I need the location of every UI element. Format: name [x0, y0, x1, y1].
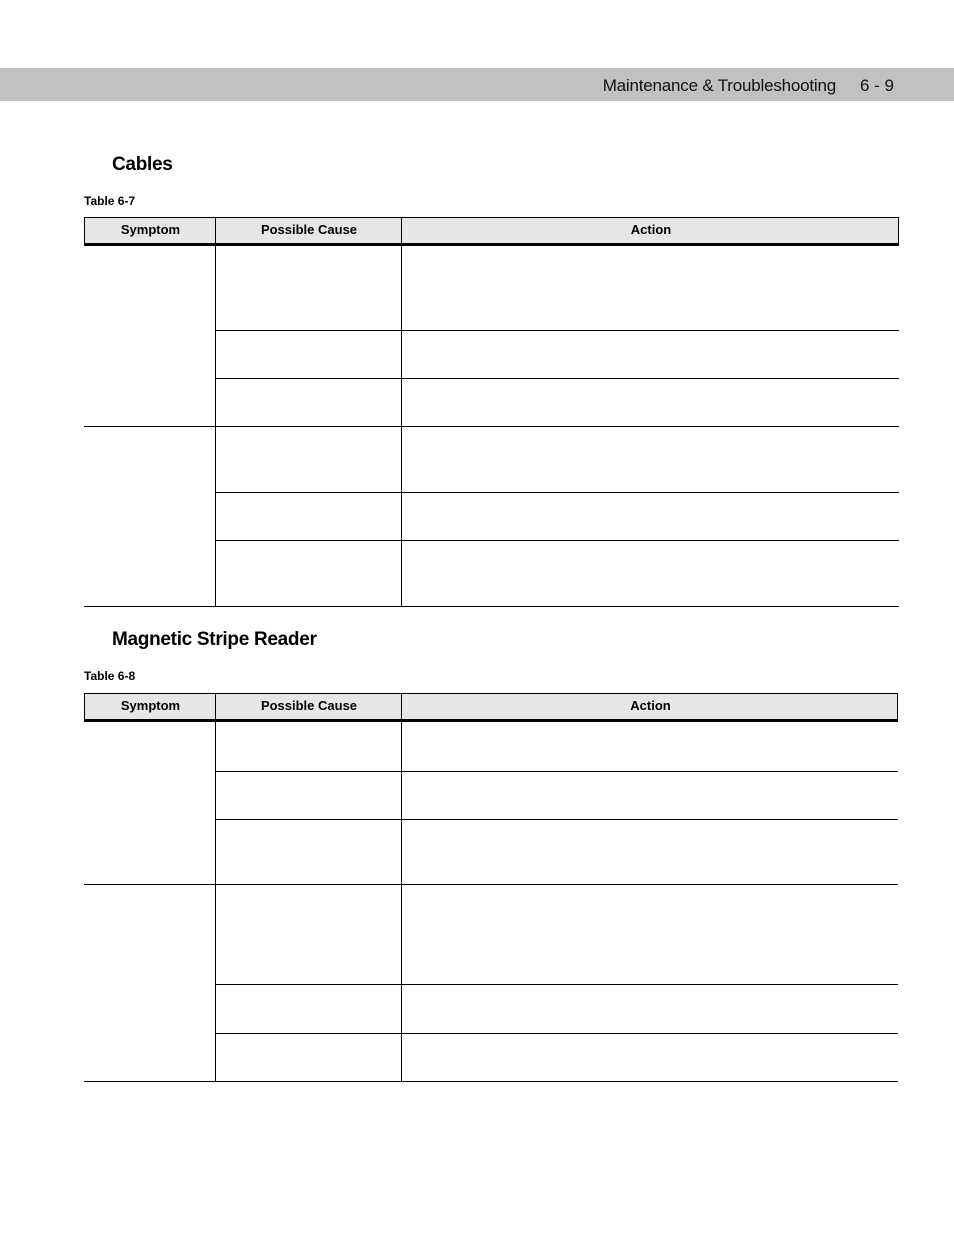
- table-row: [84, 426, 899, 427]
- section-title-magnetic-stripe-reader: Magnetic Stripe Reader: [112, 629, 317, 650]
- section-title-cables: Cables: [112, 154, 173, 175]
- table-row: [215, 1033, 898, 1034]
- table-row: [215, 330, 899, 331]
- cables-table: [84, 217, 899, 607]
- table-row: [84, 884, 898, 885]
- table-row: [215, 540, 899, 541]
- column-header-action: Action: [630, 222, 672, 237]
- page-number: 6 - 9: [860, 76, 895, 95]
- column-header-possible-cause: Possible Cause: [260, 222, 358, 237]
- column-divider: [401, 693, 402, 1082]
- column-divider: [401, 217, 402, 607]
- table-row: [215, 984, 898, 985]
- running-header: [0, 68, 954, 101]
- column-header-possible-cause: Possible Cause: [260, 698, 358, 713]
- table-label-6-8: Table 6-8: [84, 669, 136, 683]
- table-row: [215, 378, 899, 379]
- table-row: [215, 819, 898, 820]
- table-header-row: [84, 217, 899, 246]
- column-header-action: Action: [630, 698, 671, 713]
- table-row: [215, 492, 899, 493]
- column-header-symptom: Symptom: [120, 222, 181, 237]
- header-title: Maintenance & Troubleshooting: [602, 76, 836, 95]
- table-bottom-rule: [84, 1081, 898, 1082]
- table-label-6-7: Table 6-7: [84, 194, 136, 208]
- column-divider: [215, 693, 216, 1082]
- msr-table: [84, 693, 898, 1082]
- column-header-symptom: Symptom: [120, 698, 181, 713]
- column-divider: [215, 217, 216, 607]
- table-row: [215, 771, 898, 772]
- table-bottom-rule: [84, 606, 899, 607]
- table-header-row: [84, 693, 898, 722]
